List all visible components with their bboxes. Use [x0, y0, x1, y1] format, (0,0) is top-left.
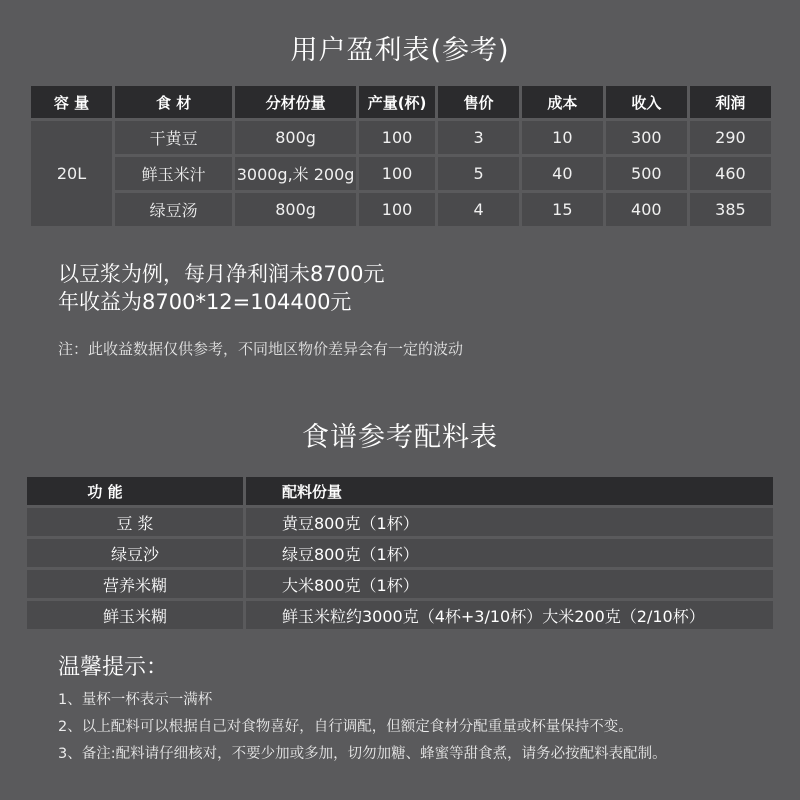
table-row [27, 508, 773, 536]
cost-cell: 40 [522, 157, 603, 190]
tip-item: 1、量杯一杯表示一满杯 [58, 692, 213, 708]
income-cell: 500 [606, 157, 687, 190]
yearly-profit-summary: 年收益为8700*12=104400元 [58, 290, 352, 314]
profit-table-header-row [31, 86, 771, 118]
profit-cell: 290 [690, 121, 771, 154]
tip-item: 2、以上配料可以根据自己对食物喜好，自行调配，但额定食材分配重量或杯量保持不变。 [58, 719, 633, 735]
recipe-table [27, 477, 773, 632]
header-cost: 成本 [522, 86, 603, 118]
header-profit: 利润 [690, 86, 771, 118]
amount-cell: 800g [235, 193, 356, 226]
table-row [31, 193, 771, 226]
recipe-amount-cell: 大米800克（1杯） [246, 570, 773, 598]
header-capacity: 容 量 [31, 86, 112, 118]
header-income: 收入 [606, 86, 687, 118]
income-cell: 300 [606, 121, 687, 154]
ingredient-cell: 鲜玉米汁 [115, 157, 232, 190]
tip-item: 3、备注:配料请仔细核对，不要少加或多加，切勿加糖、蜂蜜等甜食煮，请务必按配料表配制。 [58, 746, 667, 762]
output-cell: 100 [359, 193, 435, 226]
monthly-profit-summary: 以豆浆为例，每月净利润未8700元 [58, 262, 385, 286]
table-row [27, 539, 773, 567]
price-cell: 4 [438, 193, 519, 226]
output-cell: 100 [359, 157, 435, 190]
table-row [27, 570, 773, 598]
header-function: 功 能 [27, 477, 243, 505]
ingredient-cell: 绿豆汤 [115, 193, 232, 226]
function-cell: 营养米糊 [27, 570, 243, 598]
recipe-table-header-row [27, 477, 773, 505]
recipe-table-title: 食谱参考配料表 [302, 422, 498, 453]
amount-cell: 800g [235, 121, 356, 154]
header-amount: 分材份量 [235, 86, 356, 118]
recipe-amount-cell: 黄豆800克（1杯） [246, 508, 773, 536]
income-cell: 400 [606, 193, 687, 226]
header-output: 产量(杯) [359, 86, 435, 118]
table-row [27, 601, 773, 629]
recipe-amount-cell: 绿豆800克（1杯） [246, 539, 773, 567]
recipe-amount-cell: 鲜玉米粒约3000克（4杯+3/10杯）大米200克（2/10杯） [246, 601, 773, 629]
function-cell: 豆 浆 [27, 508, 243, 536]
ingredient-cell: 干黄豆 [115, 121, 232, 154]
header-recipe-amount: 配料份量 [246, 477, 773, 505]
header-price: 售价 [438, 86, 519, 118]
tips-title: 温馨提示： [58, 655, 169, 680]
table-row [31, 157, 771, 190]
price-cell: 3 [438, 121, 519, 154]
profit-note: 注：此收益数据仅供参考，不同地区物价差异会有一定的波动 [58, 340, 464, 358]
profit-cell: 385 [690, 193, 771, 226]
profit-table [28, 83, 774, 229]
amount-cell: 3000g,米 200g [235, 157, 356, 190]
cost-cell: 15 [522, 193, 603, 226]
profit-cell: 460 [690, 157, 771, 190]
capacity-cell: 20L [31, 121, 112, 226]
table-row [31, 121, 771, 154]
function-cell: 绿豆沙 [27, 539, 243, 567]
price-cell: 5 [438, 157, 519, 190]
cost-cell: 10 [522, 121, 603, 154]
profit-table-title: 用户盈利表(参考) [290, 35, 510, 66]
header-ingredient: 食 材 [115, 86, 232, 118]
function-cell: 鲜玉米糊 [27, 601, 243, 629]
output-cell: 100 [359, 121, 435, 154]
